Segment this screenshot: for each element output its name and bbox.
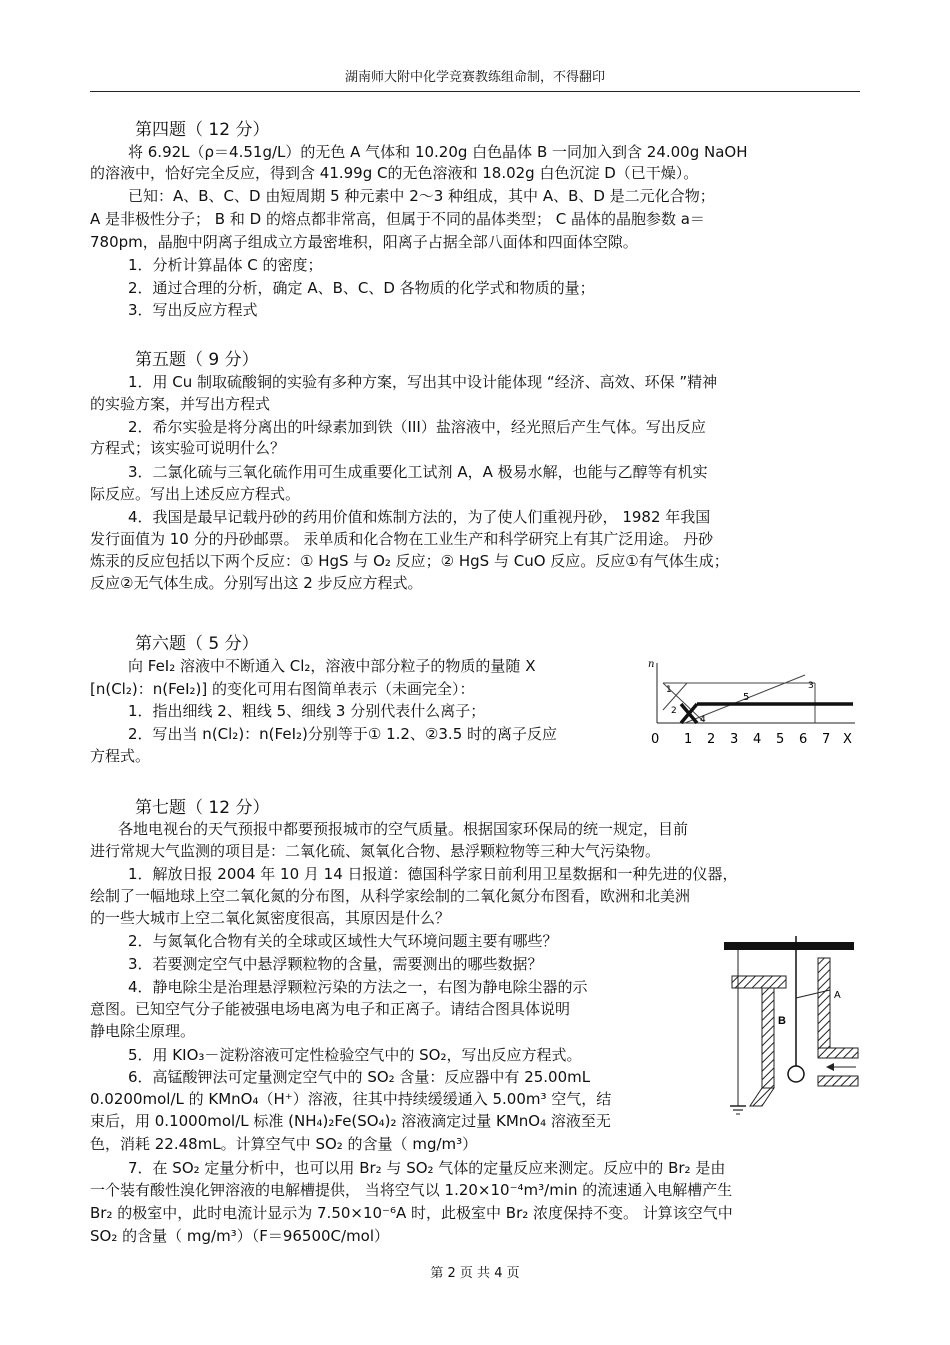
q6-line: 2．写出当 n(Cl₂)：n(FeI₂)分别等于① 1.2、②3.5 时的离子反应 [128, 725, 558, 743]
curve-label-4: 4 [700, 715, 706, 725]
q7-line: 4．静电除尘是治理悬浮颗粒污染的方法之一，右图为静电除尘器的示 [128, 978, 588, 996]
x-tick: 6 [799, 732, 808, 747]
q5-line: 反应②无气体生成。分别写出这 2 步反应方程式。 [90, 574, 423, 592]
q5-line: 1．用 Cu 制取硫酸铜的实验有多种方案，写出其中设计能体现 “经济、高效、环保 ”精神 [128, 373, 718, 391]
x-tick-labels [651, 732, 852, 747]
x-tick: 5 [776, 732, 785, 747]
q6-graph [645, 655, 860, 750]
q6-title: 第六题（ 5 分） [135, 634, 259, 654]
curve-label-1: 1 [666, 685, 672, 695]
q7-line: 6．高锰酸钾法可定量测定空气中的 SO₂ 含量：反应器中有 25.00mL [128, 1068, 591, 1086]
x-tick: 2 [707, 732, 716, 747]
q4-title: 第四题（ 12 分） [135, 120, 270, 140]
q6-line: 方程式。 [90, 747, 151, 765]
x-axis-label: X [843, 732, 852, 747]
q7-line: 绘制了一幅地球上空二氧化氮的分布图，从科学家绘制的二氧化氮分布图看，欧洲和北美洲 [90, 887, 691, 905]
page-footer: 第 2 页 共 4 页 [430, 1266, 520, 1281]
q7-line: 7．在 SO₂ 定量分析中，也可以用 Br₂ 与 SO₂ 气体的定量反应来测定。反应中的 Br₂ 是由 [128, 1159, 726, 1177]
q4-line: A 是非极性分子； B 和 D 的熔点都非常高，但属于不同的晶体类型； C 晶体的晶胞参数 a＝ [90, 210, 705, 228]
q7-line: 束后，用 0.1000mol/L 标准 (NH₄)₂Fe(SO₄)₂ 溶液滴定过量 KMnO₄ 溶液至无 [90, 1112, 611, 1130]
q4-line: 3．写出反应方程式 [128, 301, 258, 319]
q7-line: 2．与氮氧化合物有关的全球或区域性大气环境问题主要有哪些？ [128, 932, 558, 950]
curve-label-2: 2 [671, 706, 677, 716]
q6-line: 向 FeI₂ 溶液中不断通入 Cl₂，溶液中部分粒子的物质的量随 X [128, 657, 536, 675]
q7-line: Br₂ 的极室中，此时电流计显示为 7.50×10⁻⁶A 时，此极室中 Br₂ 浓度保持不变。 计算该空气中 [90, 1204, 733, 1222]
label-a: A [834, 990, 841, 1001]
q4-line: 2．通过合理的分析，确定 A、B、C、D 各物质的化学式和物质的量； [128, 279, 595, 297]
x-tick: 1 [684, 732, 693, 747]
q7-line: 各地电视台的天气预报中都要预报城市的空气质量。根据国家环保局的统一规定，目前 [118, 820, 689, 838]
label-b: B [778, 1015, 786, 1027]
q6-line: 1．指出细线 2、粗线 5、细线 3 分别代表什么离子； [128, 702, 486, 720]
q5-line: 发行面值为 10 分的丹砂邮票。 汞单质和化合物在工业生产和科学研究上有其广泛用途。 丹砂 [90, 530, 714, 548]
graph-y-label: n [648, 659, 655, 670]
q5-line: 2．希尔实验是将分离出的叶绿素加到铁（III）盐溶液中，经光照后产生气体。写出反应 [128, 418, 706, 436]
q7-line: 进行常规大气监测的项目是：二氧化硫、氮氧化合物、悬浮颗粒物等三种大气污染物。 [90, 842, 661, 860]
q7-line: 一个装有酸性溴化钾溶液的电解槽提供， 当将空气以 1.20×10⁻⁴m³/min 的流速通入电解槽产生 [90, 1181, 733, 1199]
q5-line: 3．二氯化硫与三氧化硫作用可生成重要化工试剂 A，A 极易水解，也能与乙醇等有机实 [128, 463, 708, 481]
q4-line: 已知：A、B、C、D 由短周期 5 种元素中 2～3 种组成，其中 A、B、D 是二元化合物； [128, 187, 715, 205]
curve-label-3: 3 [808, 681, 814, 691]
q7-line: 3．若要测定空气中悬浮颗粒物的含量，需要测出的哪些数据？ [128, 955, 543, 973]
q5-line: 4．我国是最早记载丹砂的药用价值和炼制方法的，为了使人们重视丹砂， 1982 年我国 [128, 508, 711, 526]
x-tick: 7 [822, 732, 831, 747]
q7-line: 色，消耗 22.48mL。计算空气中 SO₂ 的含量（ mg/m³） [90, 1135, 478, 1153]
q4-line: 780pm，晶胞中阴离子组成立方最密堆积，阳离子占据全部八面体和四面体空隙。 [90, 233, 638, 251]
header-rule [90, 91, 860, 92]
q5-title: 第五题（ 9 分） [135, 350, 259, 370]
q7-line: 0.0200mol/L 的 KMnO₄（H⁺）溶液，往其中持续缓缓通入 5.00m³ 空气，结 [90, 1090, 612, 1108]
q7-line: 1．解放日报 2004 年 10 月 14 日报道：德国科学家日前利用卫星数据和一种先进的仪器， [128, 865, 738, 883]
q6-line: [n(Cl₂)：n(FeI₂)] 的变化可用右图简单表示（未画完全）： [90, 680, 475, 698]
x-tick: 4 [753, 732, 762, 747]
q7-line: 静电除尘原理。 [90, 1022, 196, 1040]
q5-line: 炼汞的反应包括以下两个反应：① HgS 与 O₂ 反应；② HgS 与 CuO 反应。反应①有气体生成； [90, 552, 729, 570]
q5-line: 际反应。写出上述反应方程式。 [90, 485, 301, 503]
q7-line: SO₂ 的含量（ mg/m³）（F＝96500C/mol） [90, 1227, 390, 1245]
q4-line: 1．分析计算晶体 C 的密度； [128, 256, 323, 274]
q5-line: 的实验方案，并写出方程式 [90, 395, 271, 413]
q7-line: 意图。已知空气分子能被强电场电离为电子和正离子。请结合图具体说明 [90, 1000, 571, 1018]
q7-title: 第七题（ 12 分） [135, 798, 270, 818]
q4-line: 的溶液中，恰好完全反应，得到含 41.99g C的无色溶液和 18.02g 白色沉淀 D（已干燥）。 [90, 164, 699, 182]
q4-line: 将 6.92L（ρ＝4.51g/L）的无色 A 气体和 10.20g 白色晶体 B 一同加入到含 24.00g NaOH [128, 143, 748, 161]
q7-line: 的一些大城市上空二氧化氮密度很高，其原因是什么？ [90, 909, 451, 927]
x-tick: 0 [651, 732, 660, 747]
electrostatic-precipitator-diagram [718, 928, 860, 1120]
q7-line: 5．用 KIO₃－淀粉溶液可定性检验空气中的 SO₂，写出反应方程式。 [128, 1046, 582, 1064]
x-tick: 3 [730, 732, 739, 747]
curve-label-5: 5 [743, 692, 750, 703]
page-header: 湖南师大附中化学竞赛教练组命制，不得翻印 [344, 70, 605, 85]
q5-line: 方程式；该实验可说明什么？ [90, 439, 286, 457]
